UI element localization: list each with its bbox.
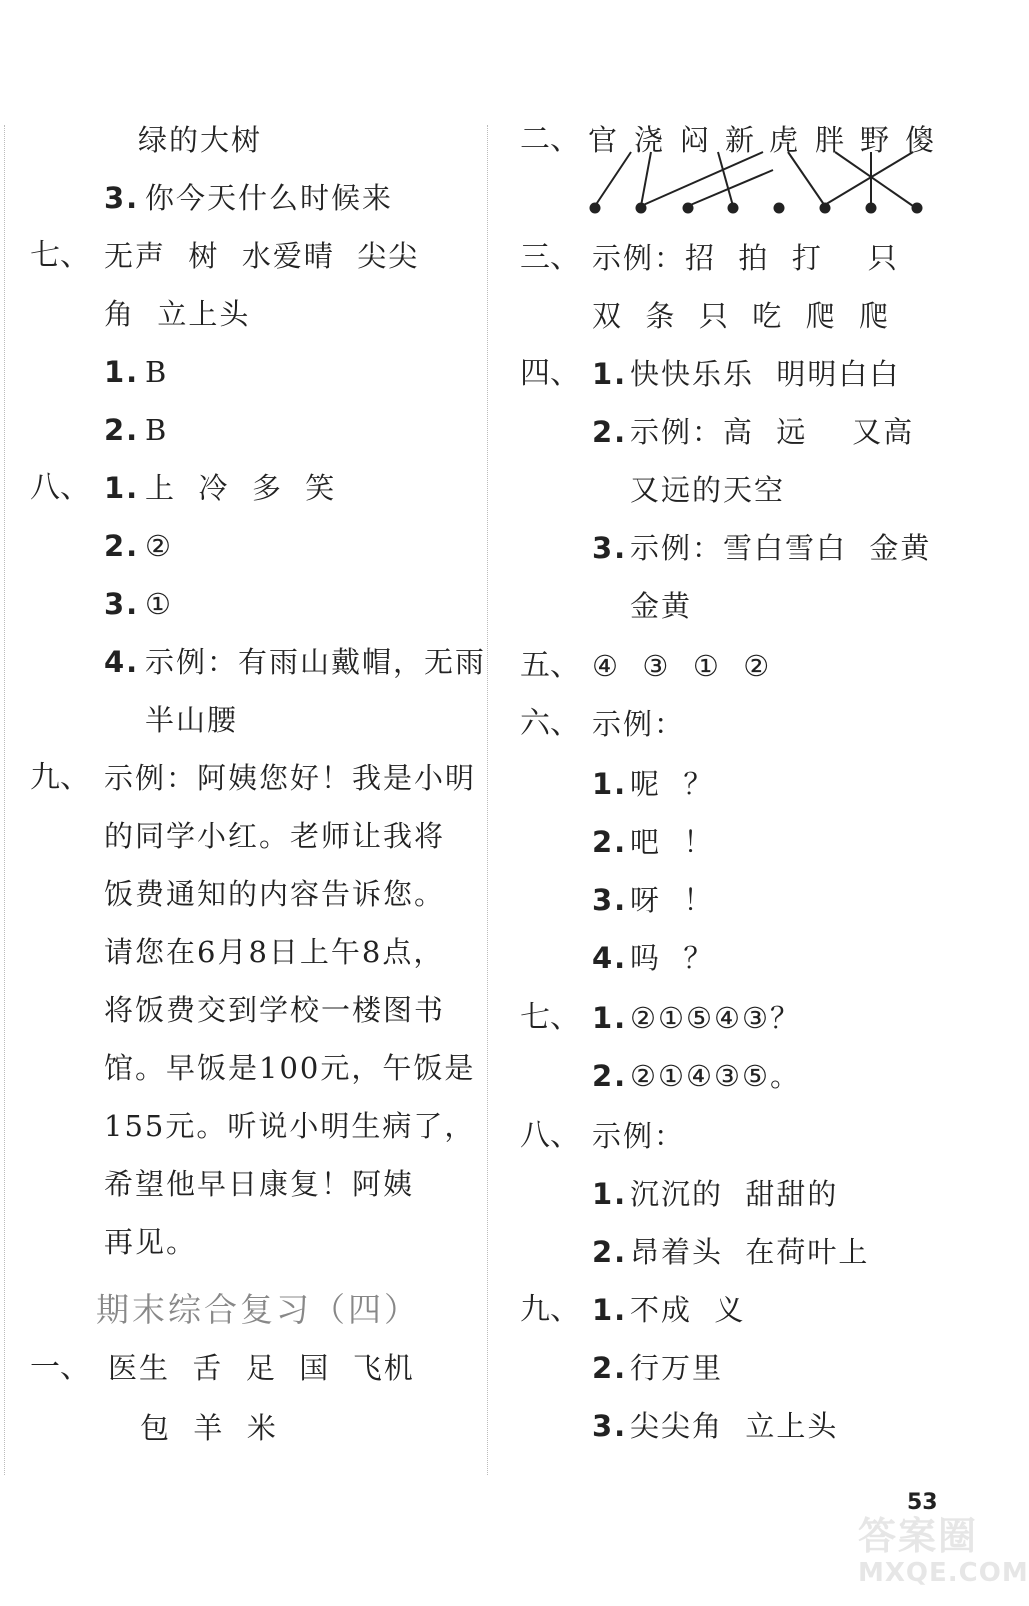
answer-line: ②①⑤④③？	[630, 1001, 801, 1035]
match-dot	[728, 203, 739, 214]
match-character: 官	[588, 123, 620, 157]
item-number: 1.	[592, 767, 628, 801]
answer-line: 呀 ！	[630, 883, 715, 917]
answer-line: 示例：	[592, 707, 686, 741]
answer-line: 示例：招 拍 打 只	[592, 241, 899, 275]
answer-line: 示例：阿姨您好！我是小明	[104, 761, 477, 795]
answer-line: 将饭费交到学校一楼图书	[104, 993, 446, 1027]
section-marker-4: 四、	[520, 356, 580, 391]
page-number: 53	[907, 1490, 938, 1515]
answer-line: B	[145, 413, 169, 447]
item-number: 1.	[592, 1177, 628, 1211]
match-dot	[683, 203, 694, 214]
item-number: 2.	[104, 413, 140, 447]
answer-line: 无声 树 水爱晴 尖尖	[104, 239, 420, 273]
answer-line: ①	[145, 587, 173, 621]
answer-line: ②①④③⑤。	[630, 1059, 801, 1093]
answer-line: 示例：高 远 又高	[630, 415, 915, 449]
section-marker-9: 九、	[520, 1292, 580, 1327]
answer-line: 不成 义	[630, 1293, 746, 1327]
answer-line: 尖尖角 立上头	[630, 1409, 839, 1443]
answer-line: 角 立上头	[104, 297, 251, 331]
match-dot	[912, 203, 923, 214]
answer-line: B	[145, 355, 169, 389]
item-number: 2.	[592, 415, 628, 449]
section-marker-7: 七、	[520, 1000, 580, 1035]
item-number: 4.	[104, 645, 140, 679]
answer-line: 行万里	[630, 1351, 724, 1385]
match-line	[595, 152, 631, 206]
match-dot	[774, 203, 785, 214]
answer-line: 上 冷 多 笑	[145, 471, 337, 505]
answer-line: 又远的天空	[630, 473, 786, 507]
match-line	[823, 152, 913, 206]
answer-line: 示例：雪白雪白 金黄	[630, 531, 932, 565]
match-character: 胖	[815, 123, 847, 157]
match-character: 野	[860, 123, 892, 157]
answer-line: 请您在6月8日上午8点，	[104, 935, 445, 969]
item-number: 3.	[592, 1409, 628, 1443]
match-dot	[866, 203, 877, 214]
item-number: 2.	[592, 825, 628, 859]
match-dot	[590, 203, 601, 214]
answer-line: 示例：	[592, 1119, 686, 1153]
answer-line: 包 羊 米	[140, 1411, 278, 1445]
section-marker-3: 三、	[520, 240, 580, 275]
match-character: 浇	[634, 123, 666, 157]
item-number: 3.	[104, 587, 140, 621]
match-line	[788, 152, 825, 206]
match-character: 傻	[905, 123, 937, 157]
watermark-url: MXQE.COM	[858, 1558, 1029, 1588]
match-character: 新	[725, 123, 757, 157]
match-line	[641, 152, 763, 206]
answer-line: 快快乐乐 明明白白	[630, 357, 901, 391]
match-character: 闷	[680, 123, 712, 157]
match-dot	[820, 203, 831, 214]
section-marker-7: 七、	[30, 238, 90, 273]
answer-line: 希望他早日康复！阿姨	[104, 1167, 415, 1201]
item-number: 4.	[592, 941, 628, 975]
item-number: 3.	[592, 883, 628, 917]
answer-line: ④ ③ ① ②	[592, 649, 772, 683]
answer-line: 饭费通知的内容告诉您。	[104, 877, 446, 911]
answer-line: 沉沉的 甜甜的	[630, 1177, 839, 1211]
item-number: 2.	[592, 1351, 628, 1385]
section-marker-2: 二、	[520, 122, 580, 157]
answer-line: 的同学小红。老师让我将	[104, 819, 446, 853]
item-number: 1.	[592, 357, 628, 391]
answer-line: 昂着头 在荷叶上	[630, 1235, 870, 1269]
item-number: 1.	[592, 1293, 628, 1327]
answer-line: 双 条 只 吃 爬 爬	[592, 299, 891, 333]
answer-line: 绿的大树	[138, 123, 263, 157]
section-marker-5: 五、	[520, 648, 580, 683]
item-number: 1.	[592, 1001, 628, 1035]
section-title: 期末综合复习（四）	[96, 1290, 420, 1329]
answer-line: 馆。早饭是100元，午饭是	[104, 1051, 476, 1085]
section-marker-6: 六、	[520, 706, 580, 741]
answer-line: ②	[145, 529, 173, 563]
matching-lines	[583, 120, 943, 230]
item-number: 3.	[104, 181, 140, 215]
answer-line: 你今天什么时候来	[145, 181, 394, 215]
item-number: 1.	[104, 471, 140, 505]
answer-line: 吗 ？	[630, 941, 715, 975]
watermark-logo: 答案圈	[858, 1514, 979, 1558]
answer-line: 155元。听说小明生病了，	[104, 1109, 476, 1143]
match-dot	[636, 203, 647, 214]
match-line	[641, 152, 651, 206]
answer-line: 再见。	[104, 1225, 198, 1259]
answer-line: 吧 ！	[630, 825, 715, 859]
left-margin-line	[4, 125, 5, 1475]
answer-line: 金黄	[630, 589, 693, 623]
section-marker-8: 八、	[30, 470, 90, 505]
answer-line: 示例：有雨山戴帽，无雨	[145, 645, 487, 679]
answer-line: 医生 舌 足 国 飞机	[108, 1351, 415, 1385]
item-number: 2.	[592, 1235, 628, 1269]
item-number: 2.	[104, 529, 140, 563]
column-divider	[487, 125, 488, 1475]
section-marker-1: 一、	[30, 1350, 90, 1385]
match-line	[718, 152, 733, 206]
section-marker-8: 八、	[520, 1118, 580, 1153]
item-number: 1.	[104, 355, 140, 389]
answer-line: 呢 ？	[630, 767, 715, 801]
answer-line: 半山腰	[145, 703, 239, 737]
item-number: 3.	[592, 531, 628, 565]
section-marker-9: 九、	[30, 760, 90, 795]
match-character: 虎	[769, 123, 801, 157]
item-number: 2.	[592, 1059, 628, 1093]
